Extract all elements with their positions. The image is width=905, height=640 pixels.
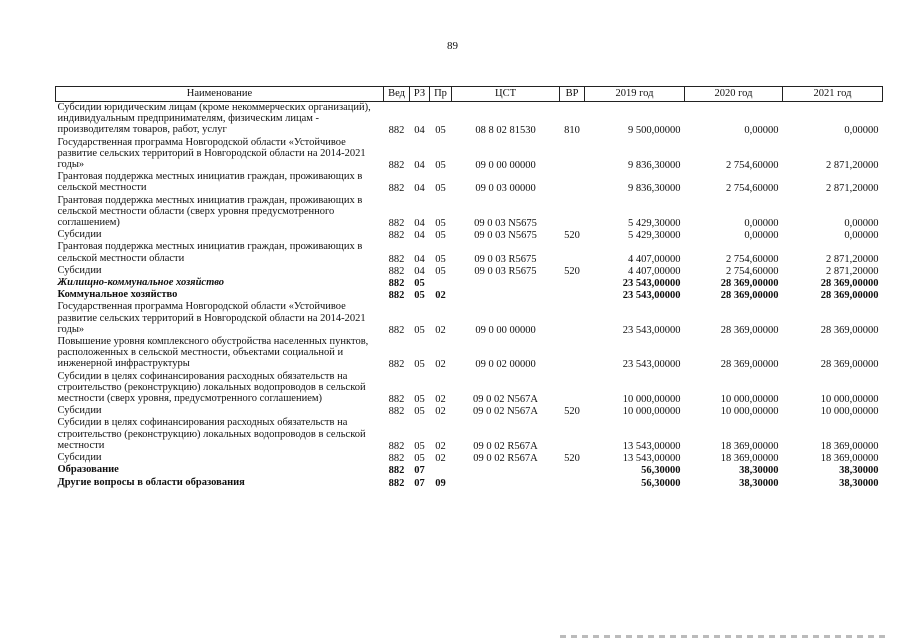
row-2019: 23 543,00000 <box>622 278 681 290</box>
table-row <box>56 452 883 464</box>
row-2019: 5 429,30000 <box>628 230 681 242</box>
row-rz: 04 <box>414 230 425 242</box>
row-vr: 520 <box>564 453 580 465</box>
row-2020: 38,30000 <box>739 477 779 489</box>
row-name: Субсидии <box>57 405 102 417</box>
row-vr: 520 <box>564 265 580 277</box>
row-rz: 04 <box>414 183 425 195</box>
row-ved: 882 <box>388 230 405 242</box>
row-2019: 13 543,00000 <box>622 453 681 465</box>
row-pr <box>430 277 452 289</box>
row-2019: 5 429,30000 <box>628 218 681 230</box>
row-cst: 09 0 02 00000 <box>475 359 536 371</box>
row-vr <box>560 137 585 172</box>
row-pr: 02 <box>435 290 446 302</box>
row-vr: 810 <box>564 125 580 137</box>
row-vr: 520 <box>564 406 580 418</box>
header-cst: ЦСТ <box>452 87 560 102</box>
row-vr <box>560 277 585 289</box>
row-2020: 2 754,60000 <box>726 265 779 277</box>
row-name: Грантовая поддержка местных инициатив граждан, проживающих в сельской местности <box>57 171 363 194</box>
row-2019: 4 407,00000 <box>628 265 681 277</box>
table-row <box>56 277 883 289</box>
row-2021: 10 000,00000 <box>820 406 879 418</box>
row-cst: 09 0 03 R5675 <box>474 253 537 265</box>
row-pr <box>430 464 452 476</box>
row-vr <box>560 241 585 264</box>
table-row <box>56 336 883 371</box>
table-row <box>56 265 883 277</box>
row-pr: 02 <box>435 324 446 336</box>
row-2020: 10 000,00000 <box>720 406 779 418</box>
row-2021: 28 369,00000 <box>820 278 879 290</box>
header-2020: 2020 год <box>685 87 783 102</box>
row-name: Жилищно-коммунальное хозяйство <box>57 277 225 289</box>
row-ved: 882 <box>388 278 405 290</box>
row-2021: 38,30000 <box>839 477 879 489</box>
row-vr <box>560 477 585 489</box>
row-2019: 9 836,30000 <box>628 183 681 195</box>
row-rz: 07 <box>414 477 425 489</box>
row-pr: 09 <box>435 477 446 489</box>
row-rz: 05 <box>414 453 425 465</box>
row-ved: 882 <box>388 440 405 452</box>
row-name: Государственная программа Новгородской области «Устойчивое развитие сельских территорий в Новгородской области на 2014-2021 годы» <box>57 136 366 171</box>
row-2021: 2 871,20000 <box>826 160 879 172</box>
row-2021: 2 871,20000 <box>826 183 879 195</box>
row-2019: 23 543,00000 <box>622 359 681 371</box>
row-cst: 09 0 00 00000 <box>475 324 536 336</box>
row-rz: 05 <box>414 278 425 290</box>
table-row <box>56 137 883 172</box>
table-row <box>56 405 883 417</box>
row-pr: 05 <box>435 253 446 265</box>
row-ved: 882 <box>388 359 405 371</box>
row-ved: 882 <box>388 477 405 489</box>
row-ved: 882 <box>388 465 405 477</box>
row-2021: 28 369,00000 <box>820 359 879 371</box>
row-ved: 882 <box>388 218 405 230</box>
table-row <box>56 477 883 489</box>
row-rz: 05 <box>414 324 425 336</box>
row-2021: 28 369,00000 <box>820 290 879 302</box>
row-cst: 09 0 02 R567A <box>473 453 538 465</box>
row-rz: 05 <box>414 290 425 302</box>
row-cst: 09 0 03 00000 <box>475 183 536 195</box>
row-2020: 28 369,00000 <box>720 278 779 290</box>
row-cst: 09 0 02 N567A <box>472 406 539 418</box>
table-row <box>56 229 883 241</box>
row-name: Коммунальное хозяйство <box>57 289 178 301</box>
table-header-row <box>56 87 883 102</box>
row-2020: 2 754,60000 <box>726 253 779 265</box>
table-row <box>56 171 883 194</box>
page-number: 89 <box>447 40 458 52</box>
row-2020: 0,00000 <box>744 218 779 230</box>
row-pr: 02 <box>435 453 446 465</box>
row-ved: 882 <box>388 324 405 336</box>
budget-table <box>55 86 883 489</box>
row-vr <box>560 464 585 476</box>
row-rz: 05 <box>414 406 425 418</box>
row-ved: 882 <box>388 183 405 195</box>
table-row <box>56 301 883 336</box>
footer-scan-marks <box>560 635 890 638</box>
header-vr: ВР <box>560 87 585 102</box>
row-2019: 10 000,00000 <box>622 406 681 418</box>
row-pr: 02 <box>435 440 446 452</box>
row-pr: 05 <box>435 230 446 242</box>
row-pr: 05 <box>435 265 446 277</box>
table-row <box>56 102 883 137</box>
row-cst: 09 0 02 N567A <box>472 394 539 406</box>
row-2020: 10 000,00000 <box>720 394 779 406</box>
row-name: Субсидии <box>57 452 102 464</box>
row-vr <box>560 336 585 371</box>
row-2019: 56,30000 <box>641 465 681 477</box>
row-ved: 882 <box>388 394 405 406</box>
row-2020: 0,00000 <box>744 230 779 242</box>
row-pr: 02 <box>435 394 446 406</box>
row-ved: 882 <box>388 125 405 137</box>
row-2019: 56,30000 <box>641 477 681 489</box>
row-name: Субсидии в целях софинансирования расходных обязательств на строительство (реконструкцию) локальных водопроводов в сельской местности (сверх уровня, предусмотренного соглашением) <box>57 370 366 405</box>
row-2020: 28 369,00000 <box>720 324 779 336</box>
row-rz: 04 <box>414 253 425 265</box>
row-cst: 09 0 03 N5675 <box>474 218 537 230</box>
header-2019: 2019 год <box>585 87 685 102</box>
row-vr <box>560 371 585 406</box>
row-name: Субсидии <box>57 229 102 241</box>
row-2019: 23 543,00000 <box>622 290 681 302</box>
table-row <box>56 371 883 406</box>
row-rz: 04 <box>414 160 425 172</box>
row-ved: 882 <box>388 406 405 418</box>
row-name: Грантовая поддержка местных инициатив граждан, проживающих в сельской местности области <box>57 241 363 264</box>
row-vr <box>560 289 585 301</box>
row-rz: 05 <box>414 359 425 371</box>
row-2021: 0,00000 <box>844 218 879 230</box>
row-pr: 05 <box>435 160 446 172</box>
row-pr: 02 <box>435 359 446 371</box>
row-name: Государственная программа Новгородской области «Устойчивое развитие сельских территорий в Новгородской области на 2014-2021 годы» <box>57 301 366 335</box>
row-cst: 09 0 00 00000 <box>475 160 536 172</box>
row-cst <box>452 477 560 489</box>
row-2019: 10 000,00000 <box>622 394 681 406</box>
row-name: Образование <box>57 464 119 476</box>
row-2021: 0,00000 <box>844 230 879 242</box>
row-2021: 10 000,00000 <box>820 394 879 406</box>
row-2019: 23 543,00000 <box>622 324 681 336</box>
row-2020: 2 754,60000 <box>726 160 779 172</box>
row-ved: 882 <box>388 453 405 465</box>
row-cst: 09 0 03 R5675 <box>474 265 537 277</box>
table-row <box>56 195 883 230</box>
row-rz: 05 <box>414 440 425 452</box>
header-ved: Вед <box>384 87 410 102</box>
row-2019: 9 836,30000 <box>628 160 681 172</box>
row-cst <box>452 289 560 301</box>
table-row <box>56 464 883 476</box>
row-name: Субсидии юридическим лицам (кроме некоммерческих организаций), индивидуальным предпринимателям, физическим лицам - производителям товаров, работ, услуг <box>57 102 371 136</box>
row-2021: 2 871,20000 <box>826 265 879 277</box>
row-2019: 13 543,00000 <box>622 440 681 452</box>
row-vr <box>560 171 585 194</box>
row-name: Другие вопросы в области образования <box>57 476 245 488</box>
row-2020: 28 369,00000 <box>720 359 779 371</box>
row-vr <box>560 301 585 336</box>
row-cst <box>452 277 560 289</box>
row-2021: 28 369,00000 <box>820 324 879 336</box>
row-vr: 520 <box>564 230 580 242</box>
table-row <box>56 289 883 301</box>
row-rz: 04 <box>414 265 425 277</box>
row-name: Субсидии <box>57 264 102 276</box>
row-pr: 05 <box>435 183 446 195</box>
row-pr: 05 <box>435 125 446 137</box>
row-rz: 04 <box>414 218 425 230</box>
header-name: Наименование <box>56 87 384 102</box>
row-ved: 882 <box>388 290 405 302</box>
row-pr: 02 <box>435 406 446 418</box>
row-cst: 09 0 02 R567A <box>473 440 538 452</box>
row-cst: 08 8 02 81530 <box>475 125 536 137</box>
header-pr: Пр <box>430 87 452 102</box>
table-row <box>56 241 883 264</box>
row-vr <box>560 417 585 452</box>
row-2021: 18 369,00000 <box>820 440 879 452</box>
header-rz: РЗ <box>410 87 430 102</box>
row-2020: 28 369,00000 <box>720 290 779 302</box>
header-2021: 2021 год <box>783 87 883 102</box>
row-ved: 882 <box>388 265 405 277</box>
row-name: Грантовая поддержка местных инициатив граждан, проживающих в сельской местности области (сверх уровня предусмотренного соглашением) <box>57 194 363 229</box>
row-2021: 38,30000 <box>839 465 879 477</box>
row-2019: 9 500,00000 <box>628 125 681 137</box>
row-2019: 4 407,00000 <box>628 253 681 265</box>
row-ved: 882 <box>388 160 405 172</box>
row-2020: 0,00000 <box>744 125 779 137</box>
row-2021: 18 369,00000 <box>820 453 879 465</box>
row-name: Повышение уровня комплексного обустройства населенных пунктов, расположенных в сельской местности, объектами социальной и инженерной инфраструктуры <box>57 336 369 370</box>
row-2021: 0,00000 <box>844 125 879 137</box>
row-name: Субсидии в целях софинансирования расходных обязательств на строительство (реконструкцию) локальных водопроводов в сельской местности <box>57 417 366 451</box>
row-ved: 882 <box>388 253 405 265</box>
table-row <box>56 417 883 452</box>
row-2020: 2 754,60000 <box>726 183 779 195</box>
row-pr: 05 <box>435 218 446 230</box>
row-2021: 2 871,20000 <box>826 253 879 265</box>
row-2020: 18 369,00000 <box>720 453 779 465</box>
row-vr <box>560 195 585 230</box>
row-2020: 18 369,00000 <box>720 440 779 452</box>
row-rz: 07 <box>414 465 425 477</box>
row-2020: 38,30000 <box>739 465 779 477</box>
row-cst <box>452 464 560 476</box>
row-cst: 09 0 03 N5675 <box>474 230 537 242</box>
row-rz: 04 <box>414 125 425 137</box>
row-rz: 05 <box>414 394 425 406</box>
